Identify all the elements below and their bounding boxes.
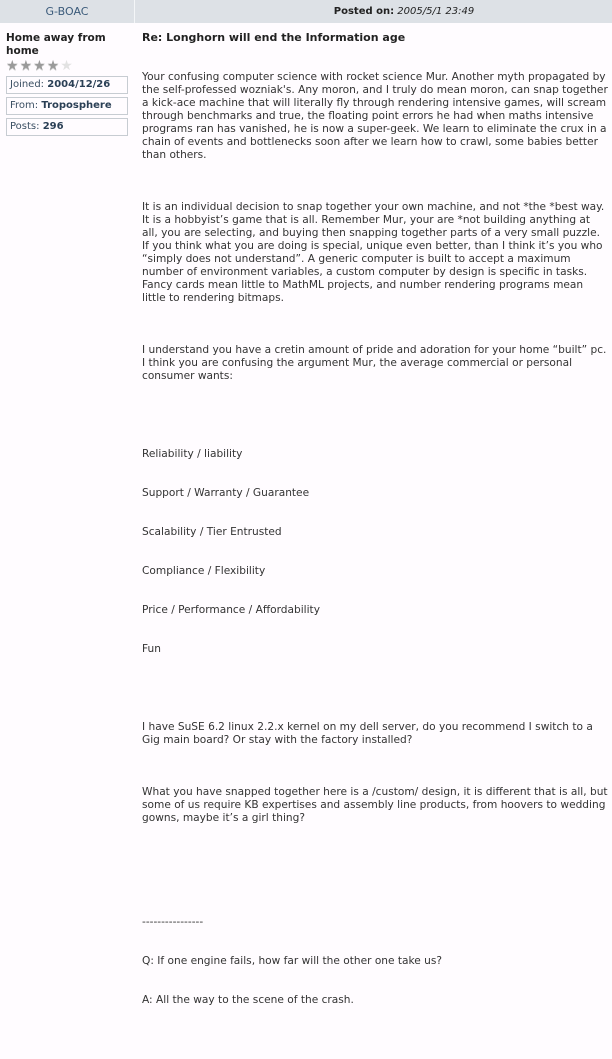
list-item: Scalability / Tier Entrusted (142, 526, 282, 538)
post-body (142, 45, 612, 1059)
list-item: Support / Warranty / Guarantee (142, 487, 310, 499)
post-header (0, 0, 612, 23)
list-item: Reliability / liability (142, 448, 243, 460)
user-joined (6, 76, 128, 94)
post-title: Re: Longhorn will end the Information age (142, 31, 406, 44)
from-value: Troposphere (41, 100, 112, 111)
joined-label: Joined: (10, 79, 45, 90)
star-empty-icon: ★ (60, 58, 73, 74)
posted-on-date: 2005/5/1 23:49 (397, 6, 475, 17)
signature-separator: ---------------- (142, 916, 204, 928)
post-paragraph: Your confusing computer science with rocket science Mur. Another myth propagated by the self-professed wozniak's. Any moron, and I truly do mean moron, can snap together a kick-ace machine that will literally fly through rendering intensive games, will scream through benchmarks and true, the floating point errors he had when maths intensive programs ran has vanished, he is now a super-geek. We learn to eliminate the crux in a chain of events and bottlenecks soon after we learn how to crawl, some babies better than others. (142, 71, 612, 161)
star-icon: ★ (19, 58, 33, 74)
user-info-panel (6, 32, 128, 136)
user-rank-title: Home away from home (6, 32, 106, 57)
user-posts (6, 118, 128, 136)
list-item: Fun (142, 643, 161, 655)
list-item: Price / Performance / Affordability (142, 604, 320, 616)
star-icon: ★ (46, 58, 60, 74)
posted-on-label: Posted on: (333, 6, 395, 17)
joined-value: 2004/12/26 (47, 79, 111, 90)
signature-question: Q: If one engine fails, how far will the other one take us? (142, 955, 443, 967)
user-from (6, 97, 128, 115)
post-content (142, 31, 612, 1059)
star-icon: ★ (33, 58, 46, 74)
post-paragraph: I have SuSE 6.2 linux 2.2.x kernel on my dell server, do you recommend I switch to a Gig main board? Or stay with the factory installed? (142, 721, 597, 746)
posts-value: 296 (42, 121, 64, 132)
post-paragraph: I understand you have a cretin amount of pride and adoration for your home “built” pc. I think you are confusing the argument Mur, the average commercial or personal consumer wants: (142, 344, 610, 382)
from-label: From: (10, 100, 39, 111)
post-paragraph: It is an individual decision to snap together your own machine, and not *the *best way. It is a hobbyist’s game that is all. Remember Mur, your are *not building anything at all, you are selecting, and buying then snapping together parts of a very small puzzle. If you think what you are doing is special, unique even better, than I think it’s you who “simply does not understand”. A generic computer is built to accept a maximum number of environment variables, a custom computer by design is specific in tasks. Fancy cards mean little to MathML projects, and number rendering programs mean little to rendering bitmaps. (142, 201, 608, 304)
wants-list (142, 422, 608, 682)
posted-on (136, 0, 612, 23)
signature (142, 890, 608, 1033)
user-rank-stars (6, 59, 128, 73)
author-name[interactable]: G-BOAC (0, 0, 135, 23)
signature-answer: A: All the way to the scene of the crash. (142, 994, 354, 1006)
posts-label: Posts: (10, 121, 40, 132)
star-icon: ★ (6, 58, 19, 74)
list-item: Compliance / Flexibility (142, 565, 266, 577)
post-paragraph: What you have snapped together here is a /custom/ design, it is different that is all, but some of us require KB expertises and assembly line products, from hoovers to wedding gowns, maybe it’s a girl thing? (142, 786, 611, 824)
